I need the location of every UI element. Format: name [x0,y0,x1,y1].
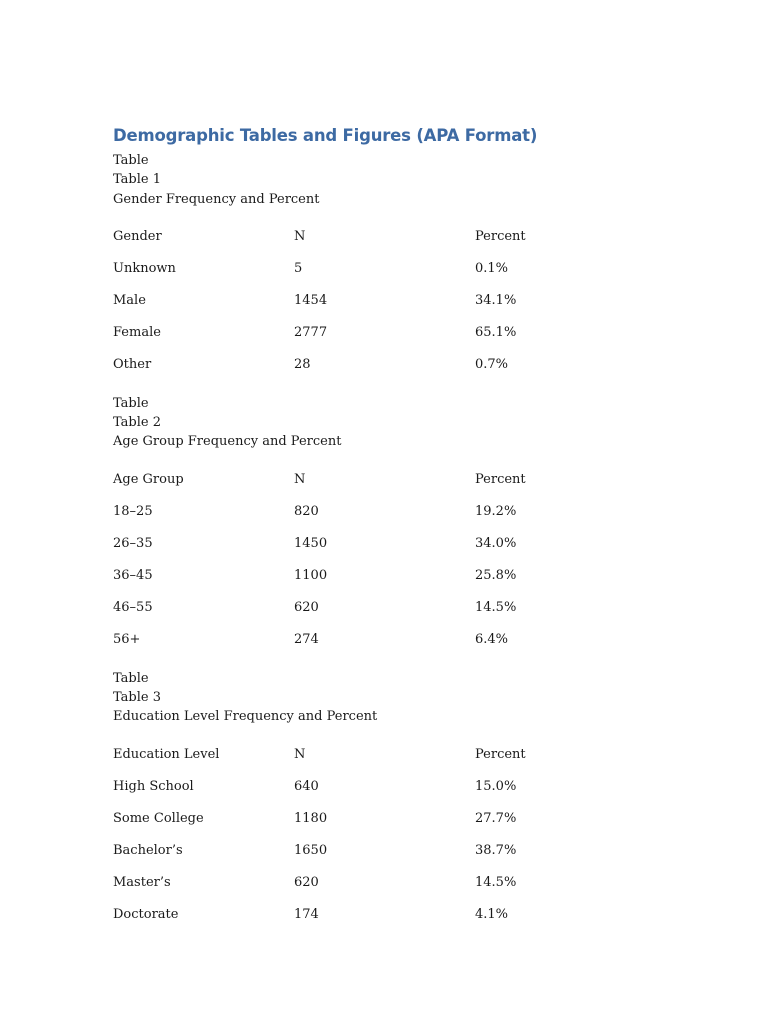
table-section-education-level [113,669,673,931]
table-cell: 0.7% [475,356,509,372]
table-cell: 65.1% [475,324,517,340]
education-level-table [113,739,595,931]
header-cell: Age Group [113,471,184,487]
header-cell: Percent [475,228,526,244]
table-cell: 640 [294,778,319,794]
table-row [113,771,595,803]
header-cell: Percent [475,471,526,487]
table-cell: 34.0% [475,535,517,551]
table-cell: 18–25 [113,503,153,519]
table-cell: 38.7% [475,842,517,858]
header-cell: Gender [113,228,162,244]
table-cell: 4.1% [475,906,509,922]
table-cell: High School [113,778,194,794]
table-cell: Master’s [113,874,171,890]
table-cell: 25.8% [475,567,517,583]
table-cell: 15.0% [475,778,517,794]
table-section-gender [113,151,673,381]
age-group-table [113,464,595,656]
table-cell: 620 [294,599,319,615]
table-row [113,253,595,285]
table-cell: Unknown [113,260,176,276]
document-title: Demographic Tables and Figures (APA Format) [113,126,538,145]
table-cell: 14.5% [475,599,517,615]
table-cell: Doctorate [113,906,179,922]
table-cell: 1450 [294,535,328,551]
table-section-age-group [113,394,673,656]
table-cell: 14.5% [475,874,517,890]
table-cell: 174 [294,906,319,922]
table-cell: Some College [113,810,204,826]
table-row [113,899,595,931]
table-cell: Other [113,356,152,372]
table-row [113,803,595,835]
table-cell: 1650 [294,842,328,858]
table-cell: 2777 [294,324,328,340]
table-cell: 1180 [294,810,328,826]
table-row [113,592,595,624]
table-cell: 820 [294,503,319,519]
table-cell: 46–55 [113,599,153,615]
table-caption: Age Group Frequency and Percent [113,434,342,450]
header-cell: Education Level [113,746,220,762]
table-label: Table [113,153,149,168]
table-cell: 56+ [113,631,141,647]
table-header-row [113,739,595,771]
table-number: Table 1 [113,172,161,188]
table-label: Table [113,395,149,411]
table-row [113,317,595,349]
table-cell: 19.2% [475,503,517,519]
header-cell: N [294,746,306,762]
header-cell: Percent [475,746,526,762]
table-row [113,624,595,656]
table-cell: 6.4% [475,631,509,647]
table-row [113,349,595,381]
table-number: Table 3 [113,690,161,706]
table-header-row [113,464,595,496]
table-row [113,835,595,867]
table-caption: Education Level Frequency and Percent [113,709,378,725]
table-header-row [113,221,595,253]
table-cell: 1100 [294,567,328,583]
table-row [113,285,595,317]
table-cell: 26–35 [113,535,153,551]
table-cell: Bachelor’s [113,842,183,858]
table-cell: 34.1% [475,292,517,308]
header-cell: N [294,471,306,487]
table-row [113,496,595,528]
table-caption: Gender Frequency and Percent [113,191,320,207]
header-cell: N [294,228,306,244]
table-cell: 27.7% [475,810,517,826]
gender-table [113,221,595,381]
table-label: Table [113,670,149,686]
table-cell: 1454 [294,292,328,308]
table-cell: 5 [294,260,303,276]
table-row [113,867,595,899]
document-page [113,124,673,944]
table-cell: 0.1% [475,260,509,276]
table-row [113,560,595,592]
table-cell: 28 [294,356,311,372]
table-number: Table 2 [113,415,161,431]
table-cell: 36–45 [113,567,153,583]
table-cell: 620 [294,874,319,890]
table-cell: Male [113,292,146,308]
table-row [113,528,595,560]
table-cell: Female [113,324,161,340]
table-cell: 274 [294,631,319,647]
